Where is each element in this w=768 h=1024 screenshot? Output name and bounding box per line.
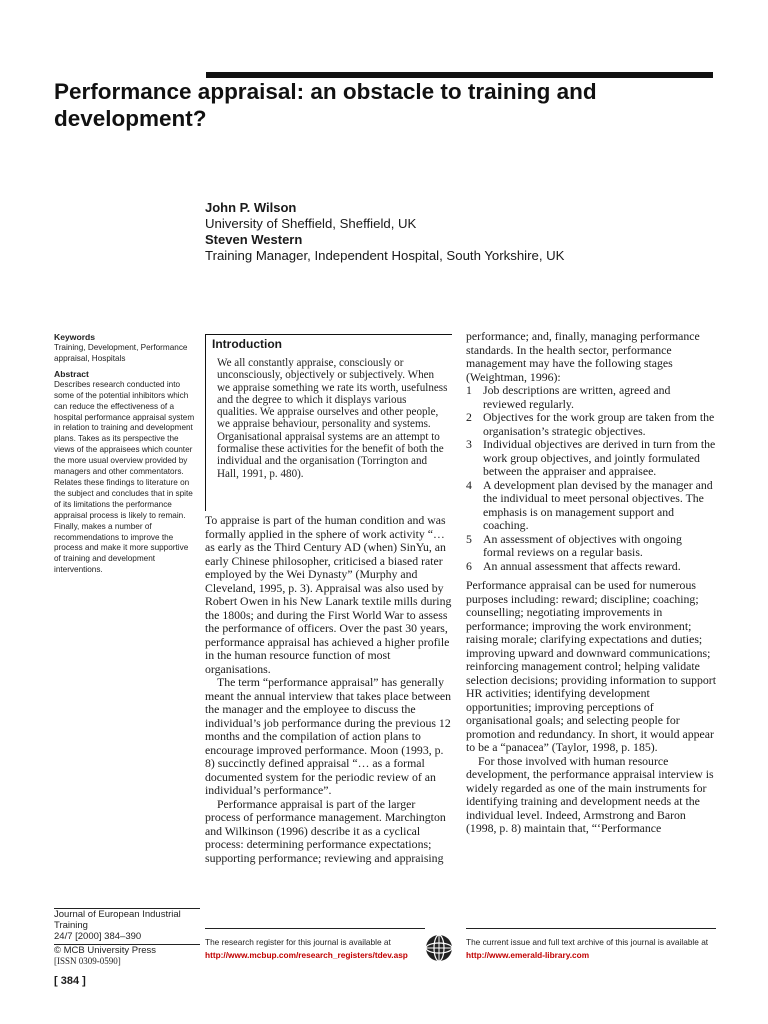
abstract-heading: Abstract [54,368,89,379]
list-text: Job descriptions are written, agreed and reviewed regularly. [483,383,671,411]
journal-issn: [ISSN 0309-0590] [54,955,121,966]
body-paragraph: The term “performance appraisal” has generally meant the annual interview that takes place between the manager and the employee to discuss the individual’s job performance during the previous 12 months and the compilation of action plans to encourage improved performance. Moon (1993, p. 8) succinctly defined appraisal “… as a formal documented system for the periodic review of an individual’s performance”. [205,675,451,797]
footer-rule-left [205,928,425,929]
body-paragraph: To appraise is part of the human condition and was formally applied in the sphere of work activity “… as early as the Third Century AD (when) SinYu, an early Chinese philosopher, criticised a biased rater employed by the Wei Dynasty” (Murphy and Cleveland, 1995, p. 3). Appraisal was also used by Robert Owen in his New Lanark textile mills during the 1800s; and during the First World War to assess the performance of officers. Over the past 30 years, performance appraisal has achieved a higher profile in the human resource function of most organisations. [205,513,452,676]
author-affiliation: University of Sheffield, Sheffield, UK [205,216,417,231]
column-right [466,330,716,836]
journal-volume: 24/7 [2000] 384–390 [54,931,142,943]
stages-list [466,384,716,573]
body-paragraph: Performance appraisal can be used for numerous purposes including: reward; discipline; coaching; counselling; negotiating improvements in performance; improving the work environment; raising morale; clarifying expectations and duties; improving upward and downward communications; reinforcing management control; helping validate selection decisions; providing information to support HR activities; identifying development opportunities; improving perceptions of organisational goals; and selecting people for promotion and redundancy. In short, it would appear to be a “panacea” (Taylor, 1998, p. 185). [466,578,716,754]
introduction-text: We all constantly appraise, consciously or unconsciously, objectively or subjectively. When we appraise something we rate its worth, usefulness and the degree to which it displays various qualities. We appraise ourselves and other people, we appraise behaviour, personality and systems. Organisational appraisal systems are an attempt to formalise these activities for the benefit of both the individual and the organisation (Torrington and Hall, 1991, p. 480). [217,357,448,480]
list-number: 1 [466,383,472,397]
journal-info [54,907,200,967]
page-number: [ 384 ] [54,975,86,987]
abstract-text: Describes research conducted into some of the potential inhibitors which can reduce the effectiveness of a hospital performance appraisal system in relation to training and development plans. Takes as its perspective the views of the appraisees which counter the more usual overview provided by managers and other commentators. Relates these findings to literature on the subject and concludes that in spite of its limitations the performance appraisal process is likely to remain. Finally, makes a number of recommendations to improve the process and make it more supportive of training and development interventions. [54,379,195,575]
list-text: An assessment of objectives with ongoing formal reviews on a regular basis. [483,531,682,559]
list-item [466,479,716,533]
author-block [205,200,715,264]
column-middle [205,514,453,865]
body-paragraph: For those involved with human resource development, the performance appraisal interview is widely regarded as one of the main instruments for identifying training and development needs at the individual level. Indeed, Armstrong and Baron (1998, p. 8) maintain that, “‘Performance [466,753,714,835]
list-item [466,533,716,560]
list-text: Individual objectives are derived in turn from the work group objectives, and jointly formulated between the appraiser and appraisee. [483,437,716,478]
body-paragraph: Performance appraisal is part of the larger process of performance management. Marchington and Wilkinson (1996) describe it as a cyclical process: determining performance expectations; supporting performance; reviewing and appraising [205,796,446,865]
footer-rule-right [466,928,716,929]
list-text: A development plan devised by the manager and the individual to meet personal objectives. The emphasis is on management support and coaching. [483,477,713,532]
author-affiliation: Training Manager, Independent Hospital, South Yorkshire, UK [205,248,565,263]
list-number: 5 [466,531,472,546]
list-text: An annual assessment that affects reward. [483,558,681,573]
footer-label: The research register for this journal is available at [205,937,391,947]
list-text: Objectives for the work group are taken from the organisation’s strategic objectives. [483,410,715,438]
list-number: 6 [466,558,472,573]
globe-icon [424,933,454,963]
sidebar [54,332,196,580]
emerald-library-link[interactable]: http://www.emerald-library.com [466,950,590,960]
list-item [466,438,716,479]
author-name: Steven Western [205,232,303,247]
list-number: 4 [466,477,472,492]
full-text-note [466,936,718,962]
journal-publisher: © MCB University Press [54,944,157,956]
keywords-heading: Keywords [54,332,96,342]
introduction-heading: Introduction [212,337,282,351]
research-register-link[interactable]: http://www.mcbup.com/research_registers/tdev.asp [205,950,408,960]
research-register-note [205,936,430,962]
footer-label: The current issue and full text archive of this journal is available at [466,937,709,947]
article-title: Performance appraisal: an obstacle to training and development? [54,79,597,131]
list-item [466,560,716,574]
list-number: 3 [466,437,472,451]
author-name: John P. Wilson [205,200,297,215]
journal-name: Journal of European Industrial Training [54,909,181,932]
list-item [466,411,716,438]
list-item [466,384,716,411]
keywords-text: Training, Development, Performance appraisal, Hospitals [54,343,188,363]
list-number: 2 [466,410,472,424]
body-paragraph: performance; and, finally, managing performance standards. In the health sector, performance management may have the following stages (Weightman, 1996): [466,329,700,384]
